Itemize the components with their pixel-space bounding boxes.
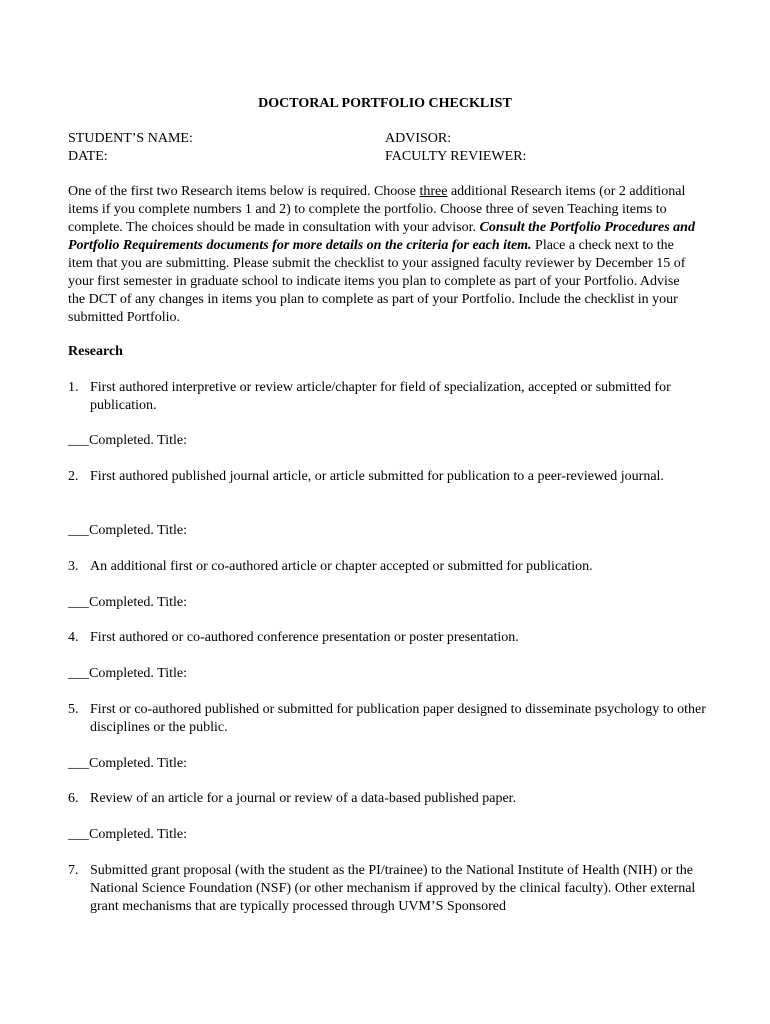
item-number: 3. — [68, 559, 79, 574]
intro-text-1: One of the first two Research items below is required. Choose — [68, 184, 420, 199]
research-item-6 — [68, 790, 708, 808]
completed-line-4: ___Completed. Title: — [68, 666, 188, 681]
completed-line-2: ___Completed. Title: — [68, 523, 188, 538]
completed-line-5: ___Completed. Title: — [68, 756, 188, 771]
item-number: 6. — [68, 791, 79, 806]
item-number: 5. — [68, 702, 79, 717]
completed-line-1: ___Completed. Title: — [68, 433, 188, 448]
research-item-3 — [68, 558, 708, 576]
research-item-5 — [68, 701, 708, 737]
advisor-label: ADVISOR: — [385, 131, 452, 146]
date-label: DATE: — [68, 149, 108, 164]
item-number: 4. — [68, 630, 79, 645]
intro-bold-italic-note: Consult the Portfolio Procedures and Portfolio Requirements documents for more details on the criteria for each item. — [68, 220, 695, 253]
completed-line-3: ___Completed. Title: — [68, 595, 188, 610]
item-text: First authored or co-authored conference presentation or poster presentation. — [90, 630, 519, 645]
item-text: Review of an article for a journal or review of a data-based published paper. — [90, 791, 517, 806]
faculty-reviewer-label: FACULTY REVIEWER: — [385, 149, 527, 164]
intro-paragraph — [68, 183, 698, 327]
item-text: Submitted grant proposal (with the student as the PI/trainee) to the National Institute of Health (NIH) or the National Science Foundation (NSF) (or other mechanism if approved by the clinical faculty). Other external grant mechanisms that are typically processed through UVM’S Sponsored — [90, 863, 696, 914]
intro-text-3: Place a check next to the item that you are submitting. Please submit the checklist to your assigned faculty reviewer by December 15 of your first semester in graduate school to indicate items you plan to complete as part of your Portfolio. Advise the DCT of any changes in items you plan to complete as part of your Portfolio. Include the checklist in your submitted Portfolio. — [68, 238, 686, 325]
research-item-2 — [68, 468, 708, 486]
research-item-1 — [68, 379, 708, 415]
research-item-4 — [68, 629, 708, 647]
student-name-label: STUDENT’S NAME: — [68, 131, 193, 146]
document-title: DOCTORAL PORTFOLIO CHECKLIST — [258, 96, 512, 111]
intro-text-2: additional Research items (or 2 additional items if you complete numbers 1 and 2) to complete the portfolio. Choose three of seven Teaching items to complete. The choices should be made in consultation with your advisor. — [68, 184, 686, 235]
item-number: 7. — [68, 863, 79, 878]
item-number: 1. — [68, 380, 79, 395]
item-text: First or co-authored published or submitted for publication paper designed to disseminate psychology to other disciplines or the public. — [90, 702, 706, 735]
research-heading: Research — [68, 344, 123, 359]
item-text: An additional first or co-authored article or chapter accepted or submitted for publication. — [90, 559, 593, 574]
research-item-7 — [68, 862, 708, 916]
completed-line-6: ___Completed. Title: — [68, 827, 188, 842]
item-text: First authored interpretive or review article/chapter for field of specialization, accepted or submitted for publication. — [90, 380, 671, 413]
intro-underlined-three: three — [419, 184, 448, 199]
item-number: 2. — [68, 469, 79, 484]
item-text: First authored published journal article, or article submitted for publication to a peer-reviewed journal. — [90, 469, 664, 484]
